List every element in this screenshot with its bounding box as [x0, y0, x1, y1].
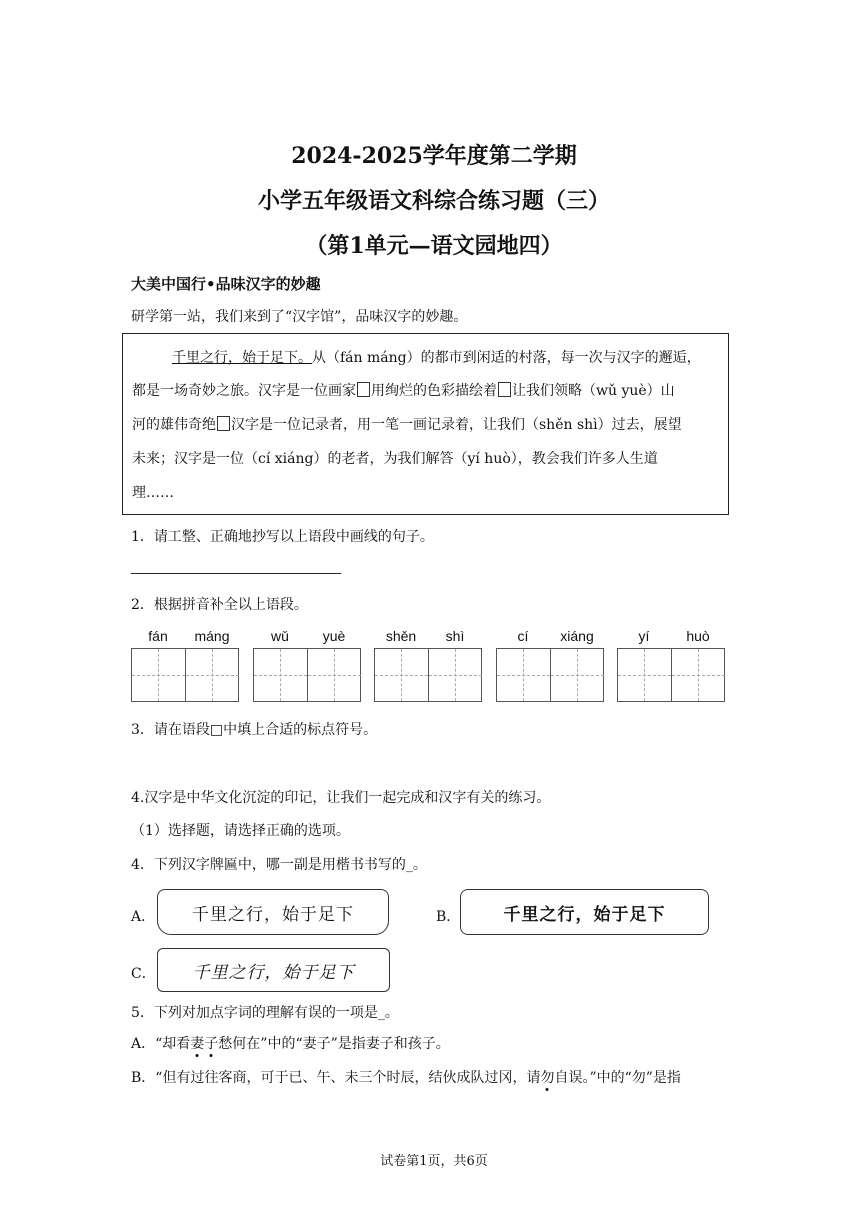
passage-box: [122, 333, 729, 515]
blank-box[interactable]: [357, 382, 370, 397]
question-4-sub: （1）选择题，请选择正确的选项。: [131, 823, 350, 839]
question-5-stem: 5．下列对加点字词的理解有误的一项是_。: [131, 1005, 399, 1021]
option-c-plaque[interactable]: 千里之行，始于足下: [157, 948, 390, 992]
question-5-option-a: A．“却看妻 子 愁何在”中的“妻子”是指妻子和孩子。: [131, 1033, 450, 1053]
passage-line-3: 河的雄伟奇绝 汉字是一位记录者，用一笔一画记录着，让我们（shěn shì）过去，展望: [132, 417, 682, 433]
question-5-option-b: B．“但有过往客商，可于已、午、未三个时辰，结伙成队过冈，请勿 自误。”中的“勿”是指: [131, 1067, 681, 1087]
question-4-stem: 4．下列汉字牌匾中，哪一副是用楷书书写的_。: [131, 857, 427, 873]
passage-line-1: 千里之行，始于足下。从（fán máng）的都市到闲适的村落，每一次与汉字的邂逅，: [172, 350, 701, 366]
option-a-plaque[interactable]: 千里之行，始于足下: [157, 889, 389, 935]
option-b-plaque[interactable]: 千里之行，始于足下: [460, 889, 709, 935]
pinyin-label: xiáng: [560, 628, 594, 644]
option-a-label: A．: [131, 909, 156, 925]
passage-line-2: 都是一场奇妙之旅。汉字是一位画家 用绚烂的色彩描绘着 让我们领略（wǔ yuè）山: [132, 383, 675, 399]
underlined-sentence: 千里之行，始于足下。: [172, 350, 312, 366]
option-b-label: B．: [436, 909, 461, 925]
pinyin-label: shěn: [385, 628, 417, 644]
dotted-char: 勿: [540, 1067, 554, 1087]
pinyin-label: yuè: [322, 628, 346, 644]
question-3: 3．请在语段□中填上合适的标点符号。: [131, 722, 378, 738]
title-unit: （第1单元—语文园地四）: [305, 233, 563, 259]
dotted-char: 妻: [190, 1033, 204, 1053]
blank-box[interactable]: [217, 416, 230, 431]
pinyin-label: huò: [686, 628, 710, 644]
question-4-intro: 4.汉字是中华文化沉淀的印记，让我们一起完成和汉字有关的练习。: [131, 790, 551, 806]
section-heading: 大美中国行•品味汉字的妙趣: [131, 275, 321, 293]
pinyin-label: cí: [517, 628, 529, 644]
pinyin-label: máng: [194, 628, 230, 644]
section-intro: 研学第一站，我们来到了“汉字馆”，品味汉字的妙趣。: [131, 309, 468, 325]
question-1: 1．请工整、正确地抄写以上语段中画线的句子。: [131, 529, 434, 545]
title-year: 2024-2025学年度第二学期: [291, 143, 577, 169]
writing-grid[interactable]: [131, 648, 239, 702]
page-footer: 试卷第1页，共6页: [380, 1154, 488, 1169]
pinyin-label: wǔ: [271, 628, 289, 644]
writing-grid[interactable]: [496, 648, 604, 702]
question-2: 2．根据拼音补全以上语段。: [131, 597, 308, 613]
writing-grid[interactable]: [374, 648, 482, 702]
pinyin-label: shì: [445, 628, 465, 644]
passage-line-5: 理……: [132, 485, 174, 501]
pinyin-label: yí: [638, 628, 650, 644]
answer-line-1[interactable]: [131, 573, 341, 574]
pinyin-label: fán: [148, 628, 168, 644]
passage-line-4: 未来；汉字是一位（cí xiáng）的老者，为我们解答（yí huò），教会我们许多人生道: [132, 451, 658, 467]
blank-box[interactable]: [498, 382, 511, 397]
title-main: 小学五年级语文科综合练习题（三）: [257, 188, 610, 214]
option-c-label: C．: [131, 966, 156, 982]
writing-grid[interactable]: [253, 648, 361, 702]
writing-grid[interactable]: [617, 648, 725, 702]
dotted-char: 子: [204, 1033, 218, 1053]
